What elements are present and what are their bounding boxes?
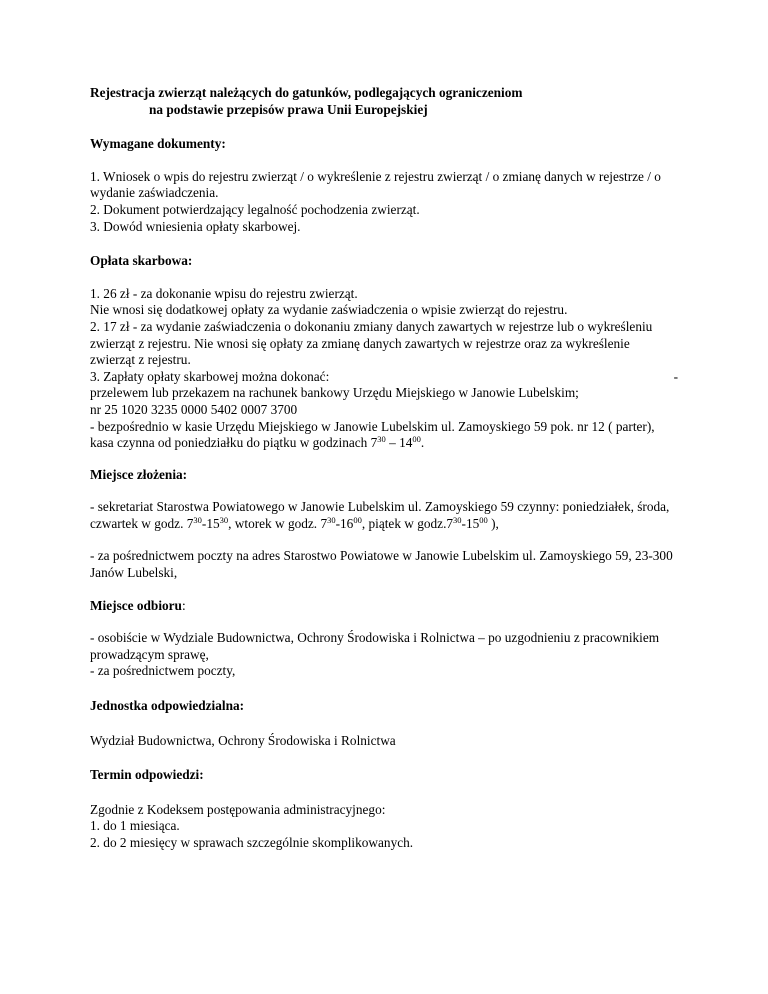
fee-note-1: Nie wnosi się dodatkowej opłaty za wydanie zaświadczenia o wpisie zwierząt do rejestru.	[90, 302, 568, 318]
submission-heading: Miejsce złożenia:	[90, 466, 188, 482]
page-title	[90, 85, 678, 118]
pickup-section	[90, 630, 678, 680]
pickup-in-person: - osobiście w Wydziale Budownictwa, Ochrony Środowiska i Rolnictwa – po uzgodnieniu z pracownikiem prowadzącym sprawę,	[90, 630, 660, 662]
fee-item-2: 2. 17 zł - za wydanie zaświadczenia o dokonaniu zmiany danych zawartych w rejestrze lub o wykreśleniu zwierząt z rejestru. Nie wnosi się opłaty za zmianę danych zawartych w rejestrze oraz za wykreślenie zwierząt z rejestru.	[90, 318, 653, 368]
required-doc-3: 3. Dowód wniesienia opłaty skarbowej.	[90, 218, 301, 234]
fee-account-number: nr 25 1020 3235 0000 5402 0007 3700	[90, 401, 298, 417]
unit-name: Wydział Budownictwa, Ochrony Środowiska i Rolnictwa	[90, 732, 396, 748]
title-line-1: Rejestracja zwierząt należących do gatunków, podlegających ograniczeniom	[90, 85, 523, 100]
required-doc-1: 1. Wniosek o wpis do rejestru zwierząt / o wykreślenie z rejestru zwierząt / o zmianę danych w rejestrze / o wydanie zaświadczenia.	[90, 168, 661, 201]
response-section	[90, 802, 678, 852]
fee-item-1: 1. 26 zł - za dokonanie wpisu do rejestru zwierząt.	[90, 285, 358, 301]
required-docs-list	[90, 169, 678, 235]
fee-payment-intro: 3. Zapłaty opłaty skarbowej można dokonać:	[90, 368, 330, 384]
submission-post: - za pośrednictwem poczty na adres Starostwo Powiatowe w Janowie Lubelskim ul. Zamoyskiego 59, 23-300 Janów Lubelski,	[90, 548, 673, 581]
fee-item-3	[90, 369, 678, 386]
required-doc-2: 2. Dokument potwierdzający legalność pochodzenia zwierząt.	[90, 201, 420, 217]
submission-office: - sekretariat Starostwa Powiatowego w Janowie Lubelskim ul. Zamoyskiego 59 czynny: poniedziałek, środa, czwartek w godz. $7^{30}-15^{30}$, wtorek w godz. $7^{30}-16^{00}$, piątek w $godz.7^{30}-15^{00}$ ),	[90, 499, 670, 531]
required-docs-heading: Wymagane dokumenty:	[90, 136, 226, 152]
response-item-2: 2. do 2 miesięcy w sprawach szczególnie skomplikowanych.	[90, 835, 414, 850]
title-line-2: na podstawie przepisów prawa Unii Europejskiej	[149, 101, 428, 117]
fee-transfer: przelewem lub przekazem na rachunek bankowy Urzędu Miejskiego w Janowie Lubelskim;	[90, 385, 579, 401]
response-item-1: 1. do 1 miesiąca.	[90, 818, 180, 834]
unit-heading: Jednostka odpowiedzialna:	[90, 698, 245, 714]
fee-section	[90, 286, 678, 452]
pickup-by-post: - za pośrednictwem poczty,	[90, 663, 236, 679]
fee-dash: -	[673, 368, 678, 384]
response-intro: Zgodnie z Kodeksem postępowania administracyjnego:	[90, 801, 386, 817]
fee-cash-desk: - bezpośrednio w kasie Urzędu Miejskiego w Janowie Lubelskim ul. Zamoyskiego 59 pok. nr 12 ( parter), kasa czynna od poniedziałku do piątku w godzinach $7^{30} - 14^{00}$.	[90, 418, 655, 451]
pickup-heading: Miejsce odbioru:	[90, 597, 186, 613]
response-heading: Termin odpowiedzi:	[90, 767, 204, 783]
fee-heading: Opłata skarbowa:	[90, 253, 193, 269]
